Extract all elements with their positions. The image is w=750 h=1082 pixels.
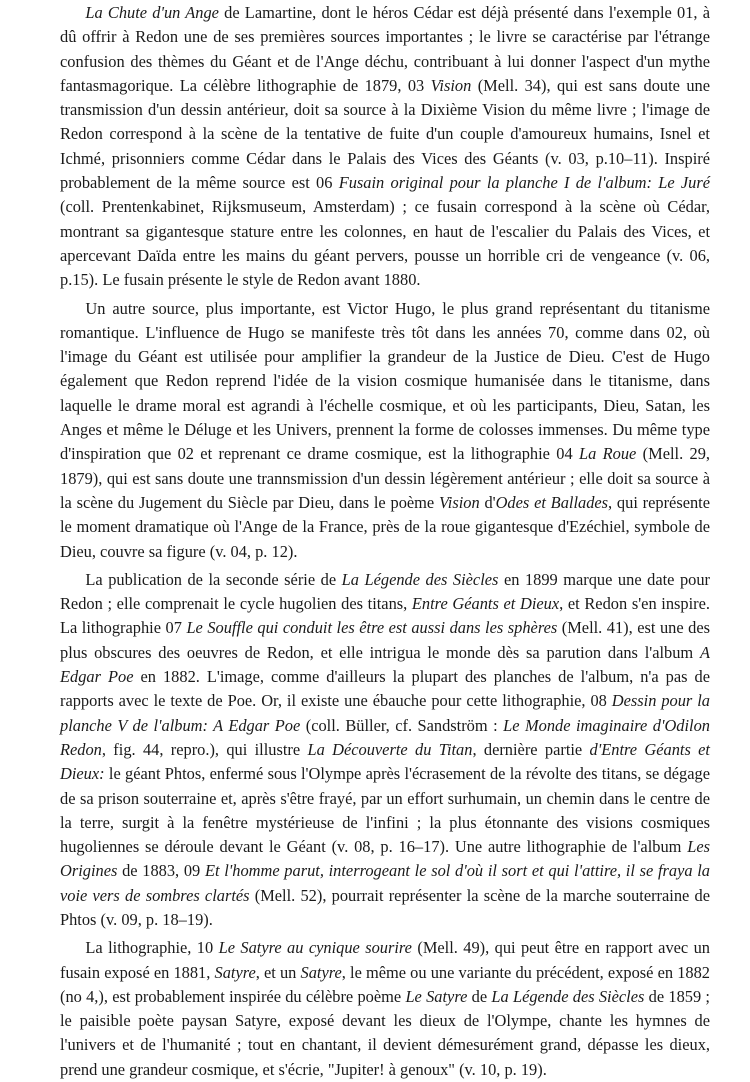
italic-text-span: A Edgar Poe — [60, 642, 710, 687]
text-span: , dernière partie — [472, 739, 590, 759]
text-span: , qui représente le moment dramatique où l'Ange de la France, près de la roue gigantesque d'Ezéchiel, symbole de Dieu, couvre sa figure (v. 04, p. 12). — [60, 492, 711, 561]
text-span: (coll. Büller, cf. Sandström : — [300, 715, 504, 735]
text-span: , et Redon s'en inspire. La lithographie 07 — [60, 594, 711, 638]
italic-text-span: Et l'homme parut, interrogeant le sol d'où il sort et qui l'attire, il se fraya la voie vers de sombres clartés — [60, 861, 711, 905]
italic-text-span: Fusain original pour la planche I de l'album: Le Juré — [338, 173, 710, 193]
text-span: le géant Phtos, enfermé sous l'Olympe après l'écrasement de la révolte des titans, se dégage de sa prison souterraine et, après s'être frayé, par un effort surhumain, un chemin dans le centre de la terre, surgit à la fenêtre mystérieuse de l'infini ; la plus étonnante des visions cosmiques hugoliennes se déroule devant le Géant (v. 08, p. 16–17). Une autre lithographie de l'album — [60, 764, 710, 857]
italic-text-span: Dessin pour la planche V de l'album: A Edgar Poe — [60, 691, 710, 735]
text-span: de 1883, 09 — [117, 861, 205, 881]
italic-text-span: Satyre — [214, 962, 256, 982]
paragraph-victor-hugo — [60, 297, 710, 564]
text-span: de — [467, 986, 492, 1006]
italic-text-span: La Roue — [579, 444, 637, 464]
italic-text-span: La Découverte du Titan — [307, 739, 473, 759]
text-span: (coll. Prentenkabinet, Rijksmuseum, Amsterdam) ; ce fusain correspond à la scène où Cédar, montrant sa gigantesque stature entre les colonnes, en haut de l'escalier du Palais des Vices, et apercevant Daïda entre les mains du géant pervers, pousse un horrible cri de vengeance (v. 06, p.15). Le fusain présente le style de Redon avant 1880. — [60, 197, 710, 290]
italic-text-span: Entre Géants et Dieux — [411, 594, 560, 614]
text-span: en 1899 marque une date pour Redon ; elle comprenait le cycle hugolien des titans, — [60, 569, 710, 614]
italic-text-span: La Légende des Siècles — [341, 569, 499, 589]
italic-text-span: Le Monde imaginaire d'Odilon Redon — [60, 715, 710, 759]
italic-text-span: Le Souffle qui conduit les être est aussi dans les sphères — [186, 618, 558, 638]
text-span: de Lamartine, dont le héros Cédar est déjà présenté dans l'exemple 01, à dû offrir à Redon une de ses premières sources importantes ; le livre se caractérise par l'étrange confusion des thèmes du Géant et de l'Ange déchu, contribuant à lui donner l'aspect d'un mythe fantasmagorique. La célèbre lithographie de 1879, 03 — [60, 3, 710, 95]
paragraph-legende-des-siecles — [60, 568, 710, 932]
italic-text-span: Vision — [438, 492, 480, 512]
text-span: La lithographie, 10 — [85, 938, 219, 958]
text-span: en 1882. L'image, comme d'ailleurs la plupart des planches de l'album, n'a pas de rapports avec le texte de Poe. Or, il existe une ébauche pour cette lithographie, 08 — [60, 667, 710, 711]
italic-text-span: Le Satyre — [405, 986, 468, 1006]
italic-text-span: Vision — [430, 75, 472, 95]
italic-text-span: La Chute d'un Ange — [85, 3, 219, 22]
text-span: (Mell. 41), est une des plus obscures des oeuvres de Redon, et elle intrigua le monde dès sa parution dans l'album — [60, 618, 711, 662]
text-span: (Mell. 52), pourrait représenter la scène de la marche souterraine de Phtos (v. 09, p. 18–19). — [60, 885, 710, 929]
paragraph-satyre — [60, 936, 710, 1082]
text-span: , et un — [255, 962, 301, 982]
italic-text-span: Le Satyre au cynique sourire — [218, 938, 412, 958]
paragraph-lamartine — [60, 1, 710, 293]
text-span: d' — [479, 492, 496, 512]
text-span: Un autre source, plus importante, est Victor Hugo, le plus grand représentant du titanisme romantique. L'influence de Hugo se manifeste très tôt dans les années 70, comme dans 02, où l'image du Géant est utilisée pour amplifier la grandeur de la Justice de Dieu. C'est de Hugo également que Redon reprend l'idée de la vision cosmique humanisée dans le titanisme, dans laquelle le drame moral est agrandi à l'échelle cosmique, et où les participants, Dieu, Satan, les Anges et même le Déluge et les Univers, prennent la forme de colosses immenses. Du même type d'inspiration que 02 et reprenant ce drame cosmique, est la lithographie 04 — [60, 298, 710, 464]
text-span: , le même ou une variante du précédent, exposé en 1882 (no 4,), est probablement inspirée du célèbre poème — [60, 962, 710, 1006]
text-span: (Mell. 49), qui peut être en rapport avec un fusain exposé en 1881, — [60, 938, 710, 982]
italic-text-span: Satyre — [300, 962, 342, 982]
italic-text-span: d'Entre Géants et Dieux: — [60, 739, 710, 784]
italic-text-span: La Légende des Siècles — [491, 986, 645, 1006]
italic-text-span: Odes et Ballades — [495, 492, 609, 512]
text-span: , fig. 44, repro.), qui illustre — [101, 739, 308, 759]
text-span: La publication de la seconde série de — [85, 569, 342, 589]
text-span: (Mell. 34), qui est sans doute une transmission d'un dessin antérieur, doit sa source à la Dixième Vision du même livre ; l'image de Redon correspond à la scène de la tentative de fuite d'un couple d'amoureux humains, Isnel et Ichmé, prisonniers comme Cédar dans le Palais des Vices des Géants (v. 03, p.10–11). Inspiré probablement de la même source est 06 — [60, 75, 711, 193]
text-span: de 1859 ; le paisible poète paysan Satyre, exposé devant les dieux de l'Olympe, chante les hymnes de l'univers et de l'humanité ; tout en chantant, il devient démesurément grand, dépasse les dieux, prend une grandeur cosmique, et s'écrie, "Jupiter! à genoux" (v. 10, p. 19). — [60, 986, 710, 1079]
text-span: (Mell. 29, 1879), qui est sans doute une trannsmission d'un dessin légèrement antérieur ; elle doit sa source à la scène du Jugement du Siècle par Dieu, dans le poème — [60, 444, 711, 512]
italic-text-span: Les Origines — [60, 837, 710, 881]
